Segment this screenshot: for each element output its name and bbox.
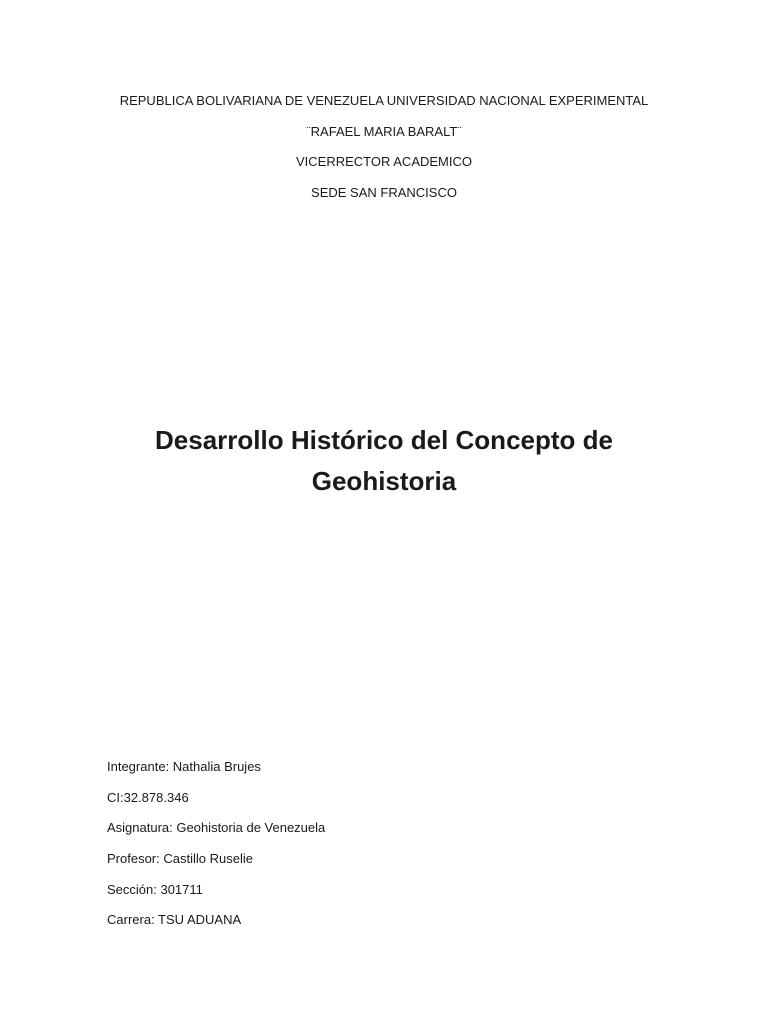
- header-line-vice-rectorate: VICERRECTOR ACADEMICO: [295, 154, 472, 170]
- detail-asignatura: Asignatura: Geohistoria de Venezuela: [107, 820, 326, 836]
- detail-ci: CI:32.878.346: [107, 789, 189, 805]
- detail-seccion: Sección: 301711: [107, 881, 203, 897]
- header-line-republic: REPUBLICA BOLIVARIANA DE VENEZUELA UNIVERSIDAD NACIONAL EXPERIMENTAL: [119, 93, 649, 108]
- student-details: [107, 758, 667, 942]
- title-line-1: Desarrollo Histórico del Concepto de: [155, 425, 613, 455]
- header-line-campus: SEDE SAN FRANCISCO: [311, 185, 457, 201]
- detail-carrera: Carrera: TSU ADUANA: [107, 912, 242, 928]
- header-line-university-name: ¨RAFAEL MARIA BARALT¨: [306, 123, 462, 139]
- detail-profesor: Profesor: Castillo Ruselie: [107, 851, 253, 867]
- document-title: [100, 420, 668, 502]
- title-line-2: Geohistoria: [311, 466, 457, 496]
- institution-header: [0, 92, 768, 215]
- detail-integrante: Integrante: Nathalia Brujes: [107, 759, 261, 774]
